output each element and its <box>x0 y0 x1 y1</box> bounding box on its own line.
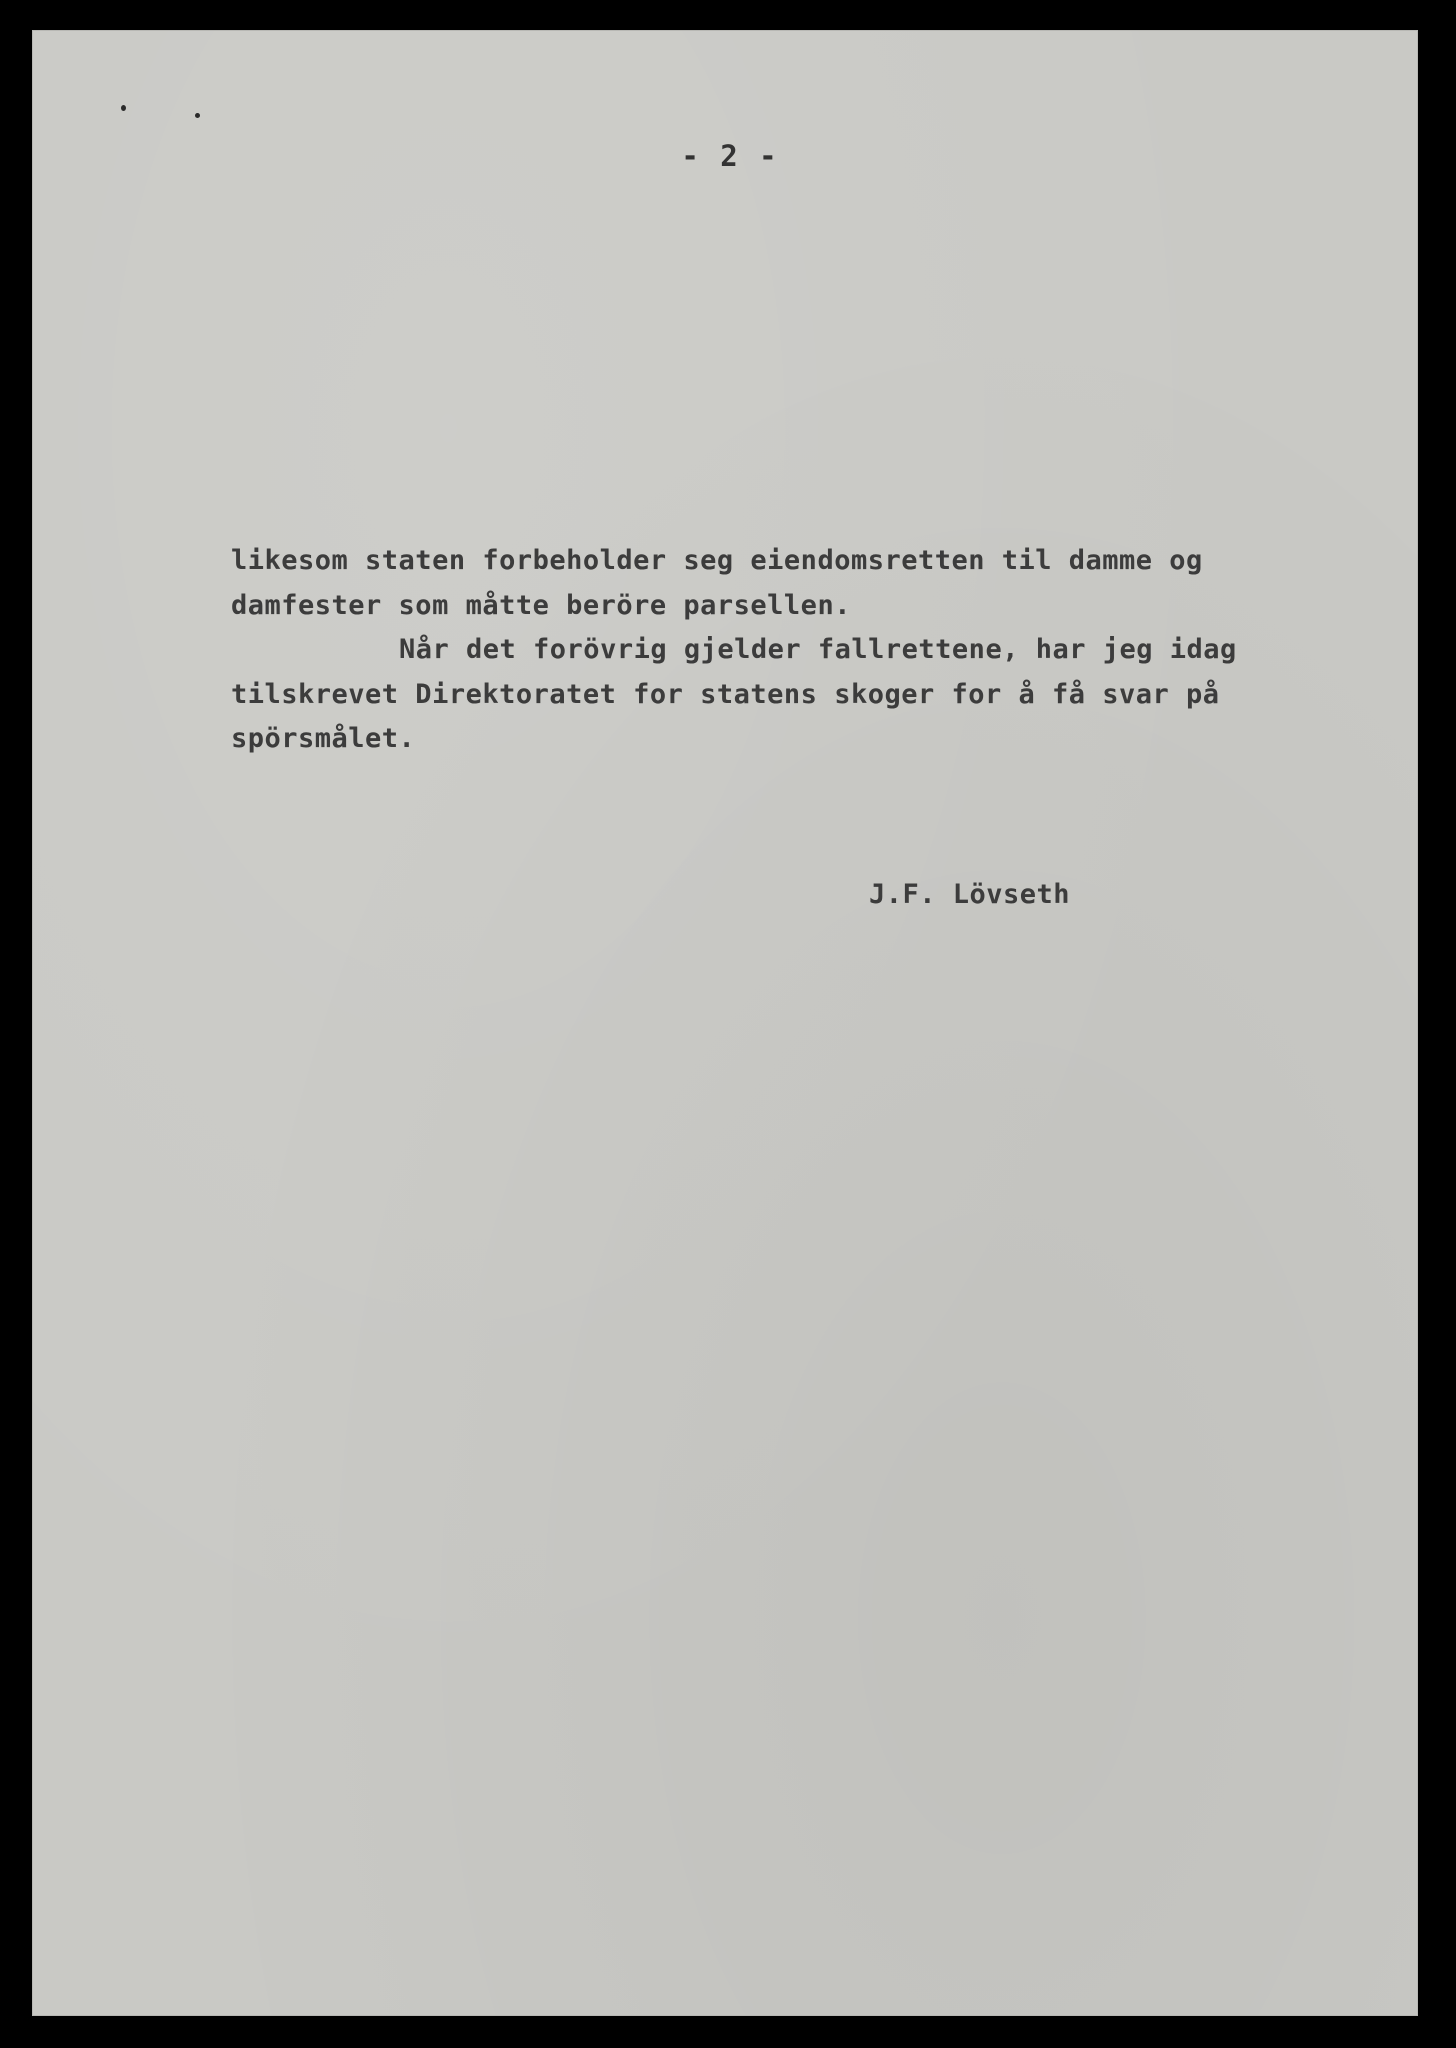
document-page <box>32 30 1418 2016</box>
body-line: spörsmålet. <box>231 723 416 754</box>
page-number: - 2 - <box>681 139 779 173</box>
letter-body <box>231 539 1237 762</box>
body-line: damfester som måtte beröre parsellen. <box>231 589 851 621</box>
body-line: Når det forövrig gjelder fallrettene, har jeg idag <box>399 634 1237 665</box>
ink-speck <box>121 105 126 111</box>
signature: J.F. Lövseth <box>869 879 1071 910</box>
body-line: likesom staten forbeholder seg eiendomsretten til damme og <box>231 545 1203 576</box>
ink-speck <box>195 113 200 118</box>
body-line: tilskrevet Direktoratet for statens skoger for å få svar på <box>231 678 1220 710</box>
